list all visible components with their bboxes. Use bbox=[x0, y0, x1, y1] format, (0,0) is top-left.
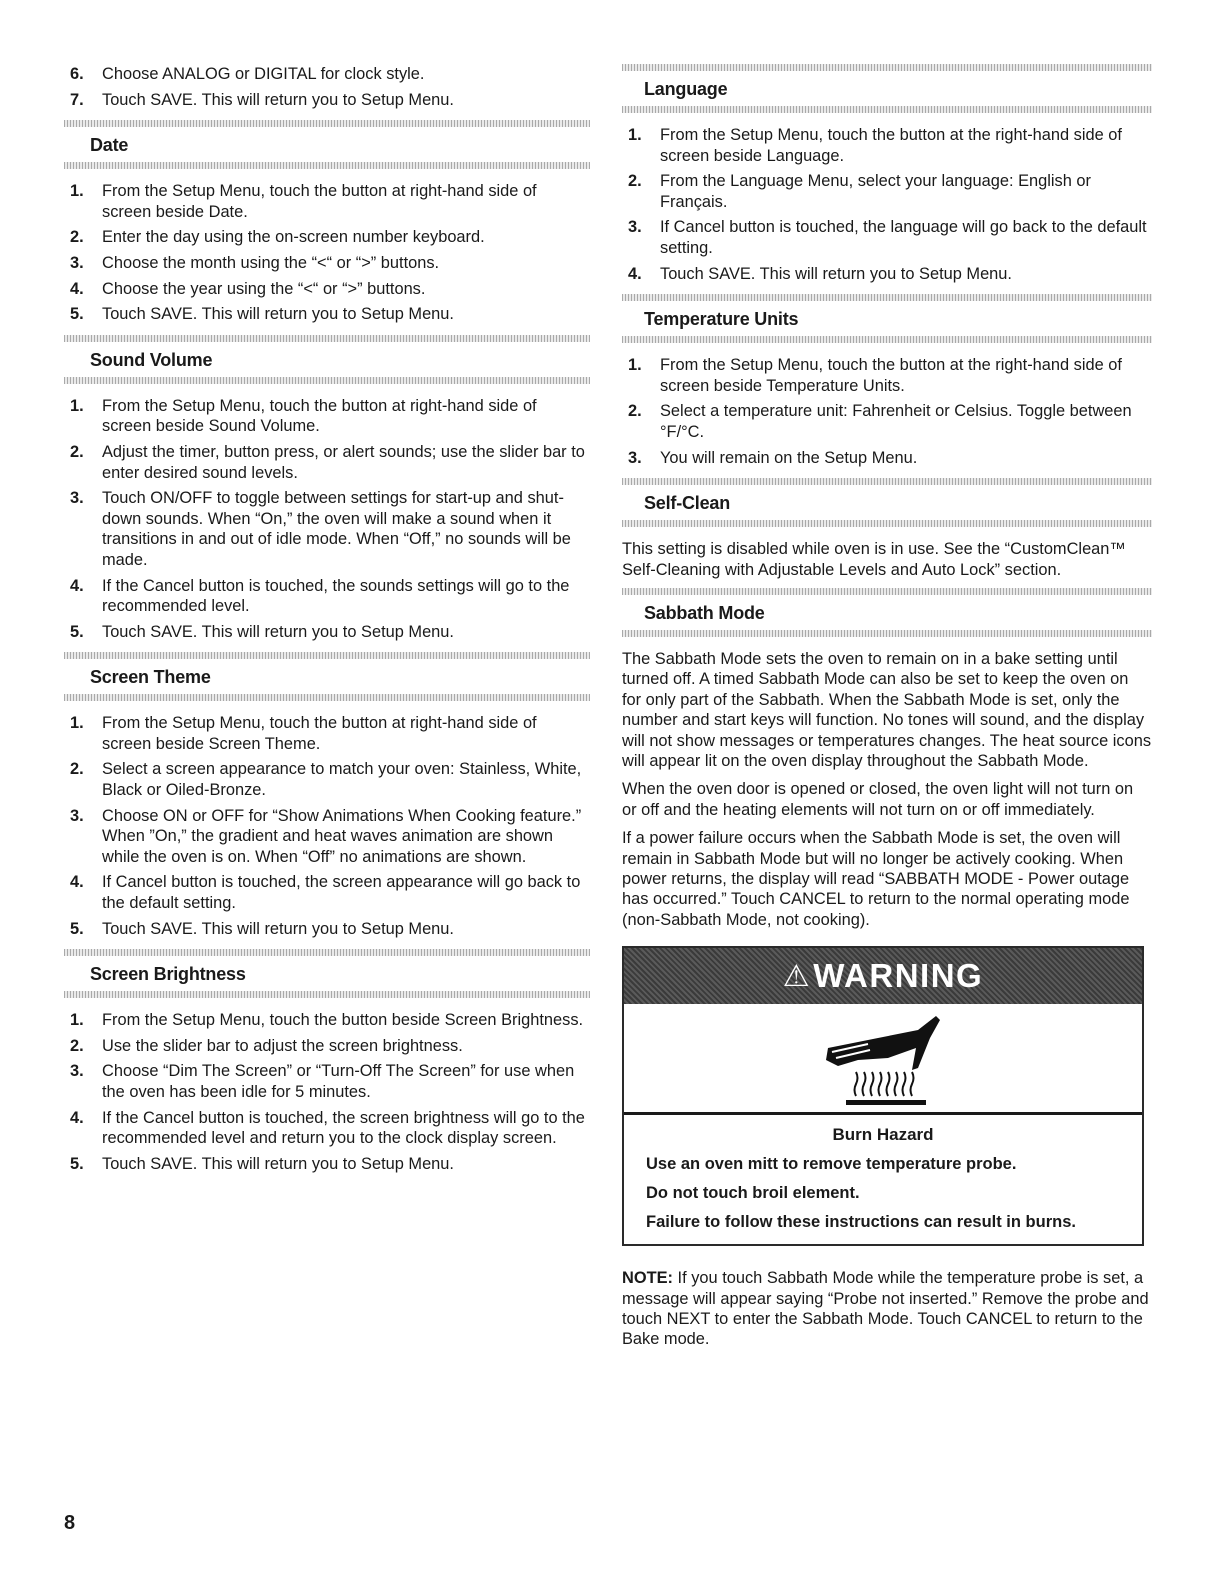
list-item: 5. Touch SAVE. This will return you to Setup Menu. bbox=[70, 1154, 454, 1173]
section-title: Self-Clean bbox=[644, 493, 731, 514]
list-item: 2. Select a temperature unit: Fahrenheit or Celsius. Toggle between °F/°C. bbox=[628, 402, 1132, 441]
sabbath-paragraph-1: The Sabbath Mode sets the oven to remain on in a bake setting until turned off. A timed Sabbath Mode can also be set to keep the oven on for only part of the Sabbath. When the Sabbath Mode is set, only the number and start keys will function. No tones will sound, and the display will not show messages or temperatures changes. The heat source icons will appear lit on the oven display throughout the Sabbath Mode. bbox=[622, 649, 1152, 770]
page-number: 8 bbox=[64, 1512, 76, 1534]
list-item: 5. Touch SAVE. This will return you to Setup Menu. bbox=[70, 622, 454, 641]
warning-triangle-icon: ⚠ bbox=[782, 959, 812, 993]
list-item: 3. Choose ON or OFF for “Show Animations When Cooking feature.” When ”On,” the gradient and heat waves animation are shown while the oven is on. When “Off” no animations are shown. bbox=[70, 806, 582, 866]
divider bbox=[622, 520, 1152, 527]
list-item: 1. From the Setup Menu, touch the button at right-hand side of screen beside Date. bbox=[70, 182, 537, 221]
list-item: 6. Choose ANALOG or DIGITAL for clock style. bbox=[70, 65, 425, 83]
warning-box bbox=[622, 946, 1144, 1246]
right-column bbox=[622, 64, 1152, 1366]
left-column bbox=[64, 64, 590, 1184]
list-item: 3. Touch ON/OFF to toggle between settings for start-up and shut-down sounds. When “On,” the oven will make a sound when it transitions in and out of idle mode. When “Off,” no sounds will be made. bbox=[70, 489, 571, 569]
burn-hazard-pictogram bbox=[624, 1004, 1142, 1115]
divider bbox=[622, 630, 1152, 637]
section-date-header bbox=[64, 120, 590, 169]
list-item: 1. From the Setup Menu, touch the button at right-hand side of screen beside Screen Theme. bbox=[70, 714, 537, 753]
sabbath-paragraph-2: When the oven door is opened or closed, the oven light will not turn on or off and the heating elements will not turn on or off immediately. bbox=[622, 780, 1134, 819]
list-item: 4. If the Cancel button is touched, the screen brightness will go to the recommended level and return you to the clock display screen. bbox=[70, 1108, 585, 1148]
list-item: 3. Choose “Dim The Screen” or “Turn-Off The Screen” for use when the oven has been idle for 5 minutes. bbox=[70, 1062, 575, 1101]
warning-body bbox=[624, 1115, 1142, 1244]
selfclean-text: This setting is disabled while oven is in use. See the “CustomClean™ Self-Cleaning with Adjustable Levels and Auto Lock” section. bbox=[622, 540, 1126, 579]
list-item: 2. Adjust the timer, button press, or alert sounds; use the slider bar to enter desired sound levels. bbox=[70, 442, 585, 482]
note-label: NOTE: bbox=[622, 1269, 673, 1288]
section-sabbath-header bbox=[622, 588, 1152, 637]
language-steps bbox=[622, 125, 1152, 284]
divider bbox=[622, 106, 1152, 113]
section-title: Date bbox=[90, 135, 129, 156]
section-temperature-header bbox=[622, 294, 1152, 343]
warning-line: Do not touch broil element. bbox=[646, 1184, 860, 1203]
section-title: Sabbath Mode bbox=[644, 602, 765, 623]
section-selfclean-header bbox=[622, 478, 1152, 527]
list-item: 4. Choose the year using the “<“ or “>” buttons. bbox=[70, 279, 426, 298]
sound-steps bbox=[64, 396, 590, 643]
section-sound-header bbox=[64, 335, 590, 384]
hazard-title: Burn Hazard bbox=[832, 1125, 934, 1145]
list-item: 4. If Cancel button is touched, the screen appearance will go back to the default setting. bbox=[70, 873, 581, 913]
list-item: 3. Choose the month using the “<“ or “>” buttons. bbox=[70, 253, 440, 272]
note-text: If you touch Sabbath Mode while the temperature probe is set, a message will appear saying “Probe not inserted.” Remove the probe and touch NEXT to enter the Sabbath Mode. Touch CANCEL to return to the Bake mode. bbox=[622, 1269, 1149, 1349]
theme-steps bbox=[64, 713, 590, 939]
divider bbox=[64, 335, 590, 342]
sabbath-paragraph-3: If a power failure occurs when the Sabbath Mode is set, the oven will remain in Sabbath Mode but will no longer be actively cooking. When power returns, the display will read “SABBATH MODE - Power outage has occurred.” Touch CANCEL to return to the normal operating mode (non-Sabbath Mode, not cooking). bbox=[622, 829, 1130, 929]
list-item: 3. You will remain on the Setup Menu. bbox=[628, 448, 918, 467]
date-steps bbox=[64, 181, 590, 325]
section-theme-header bbox=[64, 652, 590, 701]
divider bbox=[64, 949, 590, 956]
list-item: 1. From the Setup Menu, touch the button at the right-hand side of screen beside Language. bbox=[628, 126, 1122, 165]
section-title: Screen Brightness bbox=[90, 964, 246, 985]
brightness-steps bbox=[64, 1010, 590, 1174]
divider bbox=[622, 336, 1152, 343]
divider bbox=[64, 652, 590, 659]
divider bbox=[64, 991, 590, 998]
note-paragraph bbox=[622, 1268, 1152, 1350]
temperature-steps bbox=[622, 355, 1152, 468]
list-item: 2. Select a screen appearance to match your oven: Stainless, White, Black or Oiled-Bronze. bbox=[70, 760, 582, 800]
list-item: 3. If Cancel button is touched, the language will go back to the default setting. bbox=[628, 218, 1147, 257]
list-item: 2. Use the slider bar to adjust the screen brightness. bbox=[70, 1036, 463, 1055]
divider bbox=[64, 120, 590, 127]
warning-line: Failure to follow these instructions can result in burns. bbox=[646, 1213, 1076, 1232]
list-item: 1. From the Setup Menu, touch the button at the right-hand side of screen beside Temperature Units. bbox=[628, 356, 1122, 395]
list-item: 1. From the Setup Menu, touch the button at right-hand side of screen beside Sound Volume. bbox=[70, 396, 537, 436]
section-brightness-header bbox=[64, 949, 590, 998]
divider bbox=[622, 294, 1152, 301]
section-title: Sound Volume bbox=[90, 349, 213, 370]
divider bbox=[622, 64, 1152, 71]
hot-surface-hand-icon bbox=[818, 1008, 948, 1108]
section-title: Language bbox=[644, 79, 728, 99]
section-language-header bbox=[622, 64, 1152, 113]
clock-steps bbox=[64, 64, 590, 110]
section-title: Temperature Units bbox=[644, 309, 799, 330]
list-item: 7. Touch SAVE. This will return you to Setup Menu. bbox=[70, 90, 454, 109]
divider bbox=[64, 694, 590, 701]
divider bbox=[622, 588, 1152, 595]
divider bbox=[622, 478, 1152, 485]
list-item: 2. Enter the day using the on-screen number keyboard. bbox=[70, 228, 485, 247]
warning-line: Use an oven mitt to remove temperature probe. bbox=[646, 1155, 1017, 1174]
divider bbox=[64, 162, 590, 169]
list-item: 5. Touch SAVE. This will return you to Setup Menu. bbox=[70, 919, 454, 938]
list-item: 2. From the Language Menu, select your language: English or Français. bbox=[628, 172, 1091, 211]
list-item: 4. Touch SAVE. This will return you to Setup Menu. bbox=[628, 264, 1012, 283]
warning-title: WARNING bbox=[813, 957, 984, 995]
divider bbox=[64, 377, 590, 384]
section-title: Screen Theme bbox=[90, 667, 211, 688]
list-item: 5. Touch SAVE. This will return you to Setup Menu. bbox=[70, 305, 454, 324]
warning-banner bbox=[624, 948, 1142, 1004]
list-item: 4. If the Cancel button is touched, the sounds settings will go to the recommended level. bbox=[70, 576, 570, 616]
list-item: 1. From the Setup Menu, touch the button beside Screen Brightness. bbox=[70, 1011, 584, 1030]
